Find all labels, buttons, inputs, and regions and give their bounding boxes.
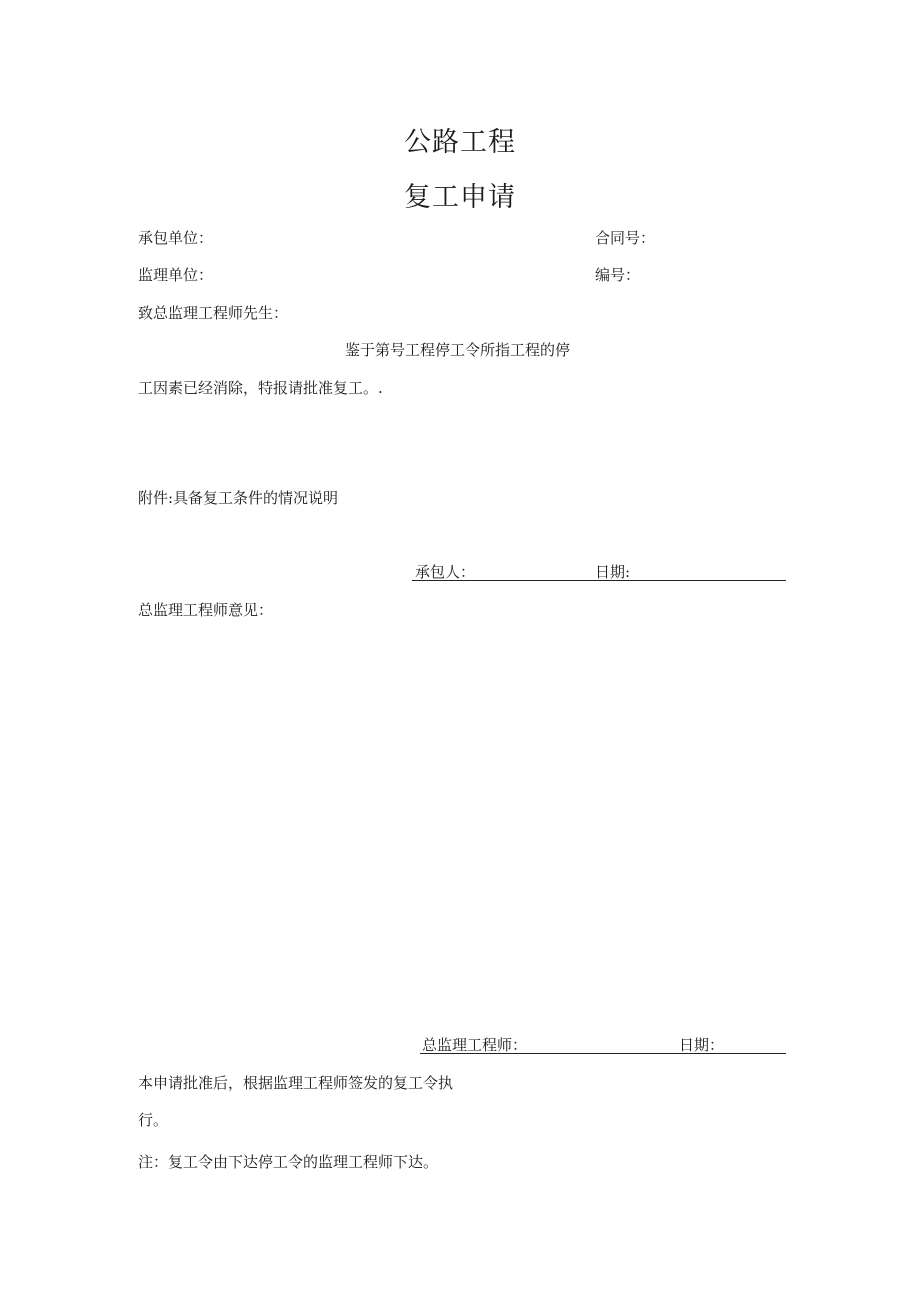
salutation: 致总监理工程师先生： xyxy=(138,304,289,322)
document-title-line2: 复工申请 xyxy=(404,182,516,213)
approval-note-line2: 行。 xyxy=(138,1111,169,1129)
engineer-date-label: 日期： xyxy=(679,1036,725,1054)
body-paragraph-line2: 工因素已经消除，特报请批准复工。. xyxy=(138,379,383,397)
contractor-signer-label: 承包人： xyxy=(415,563,476,581)
attachment-note: 附件:具备复工条件的情况说明 xyxy=(138,489,339,507)
document-title-line1: 公路工程 xyxy=(404,127,516,158)
contract-no-label: 合同号： xyxy=(595,229,656,247)
contractor-date-label: 日期: xyxy=(595,563,631,581)
serial-no-label: 编号： xyxy=(595,266,641,284)
contractor-signature-line xyxy=(412,580,786,581)
approval-note-line1: 本申请批准后，根据监理工程师签发的复工令执 xyxy=(138,1074,454,1092)
engineer-signature-line xyxy=(420,1053,786,1054)
body-paragraph-line1: 鉴于第号工程停工令所指工程的停 xyxy=(345,341,571,359)
contractor-unit-label: 承包单位： xyxy=(138,229,214,247)
supervision-unit-label: 监理单位： xyxy=(138,266,214,284)
remark-note: 注：复工令由下达停工令的监理工程师下达。 xyxy=(138,1153,439,1171)
engineer-opinion-label: 总监理工程师意见： xyxy=(138,601,274,619)
engineer-signer-label: 总监理工程师： xyxy=(422,1036,528,1054)
